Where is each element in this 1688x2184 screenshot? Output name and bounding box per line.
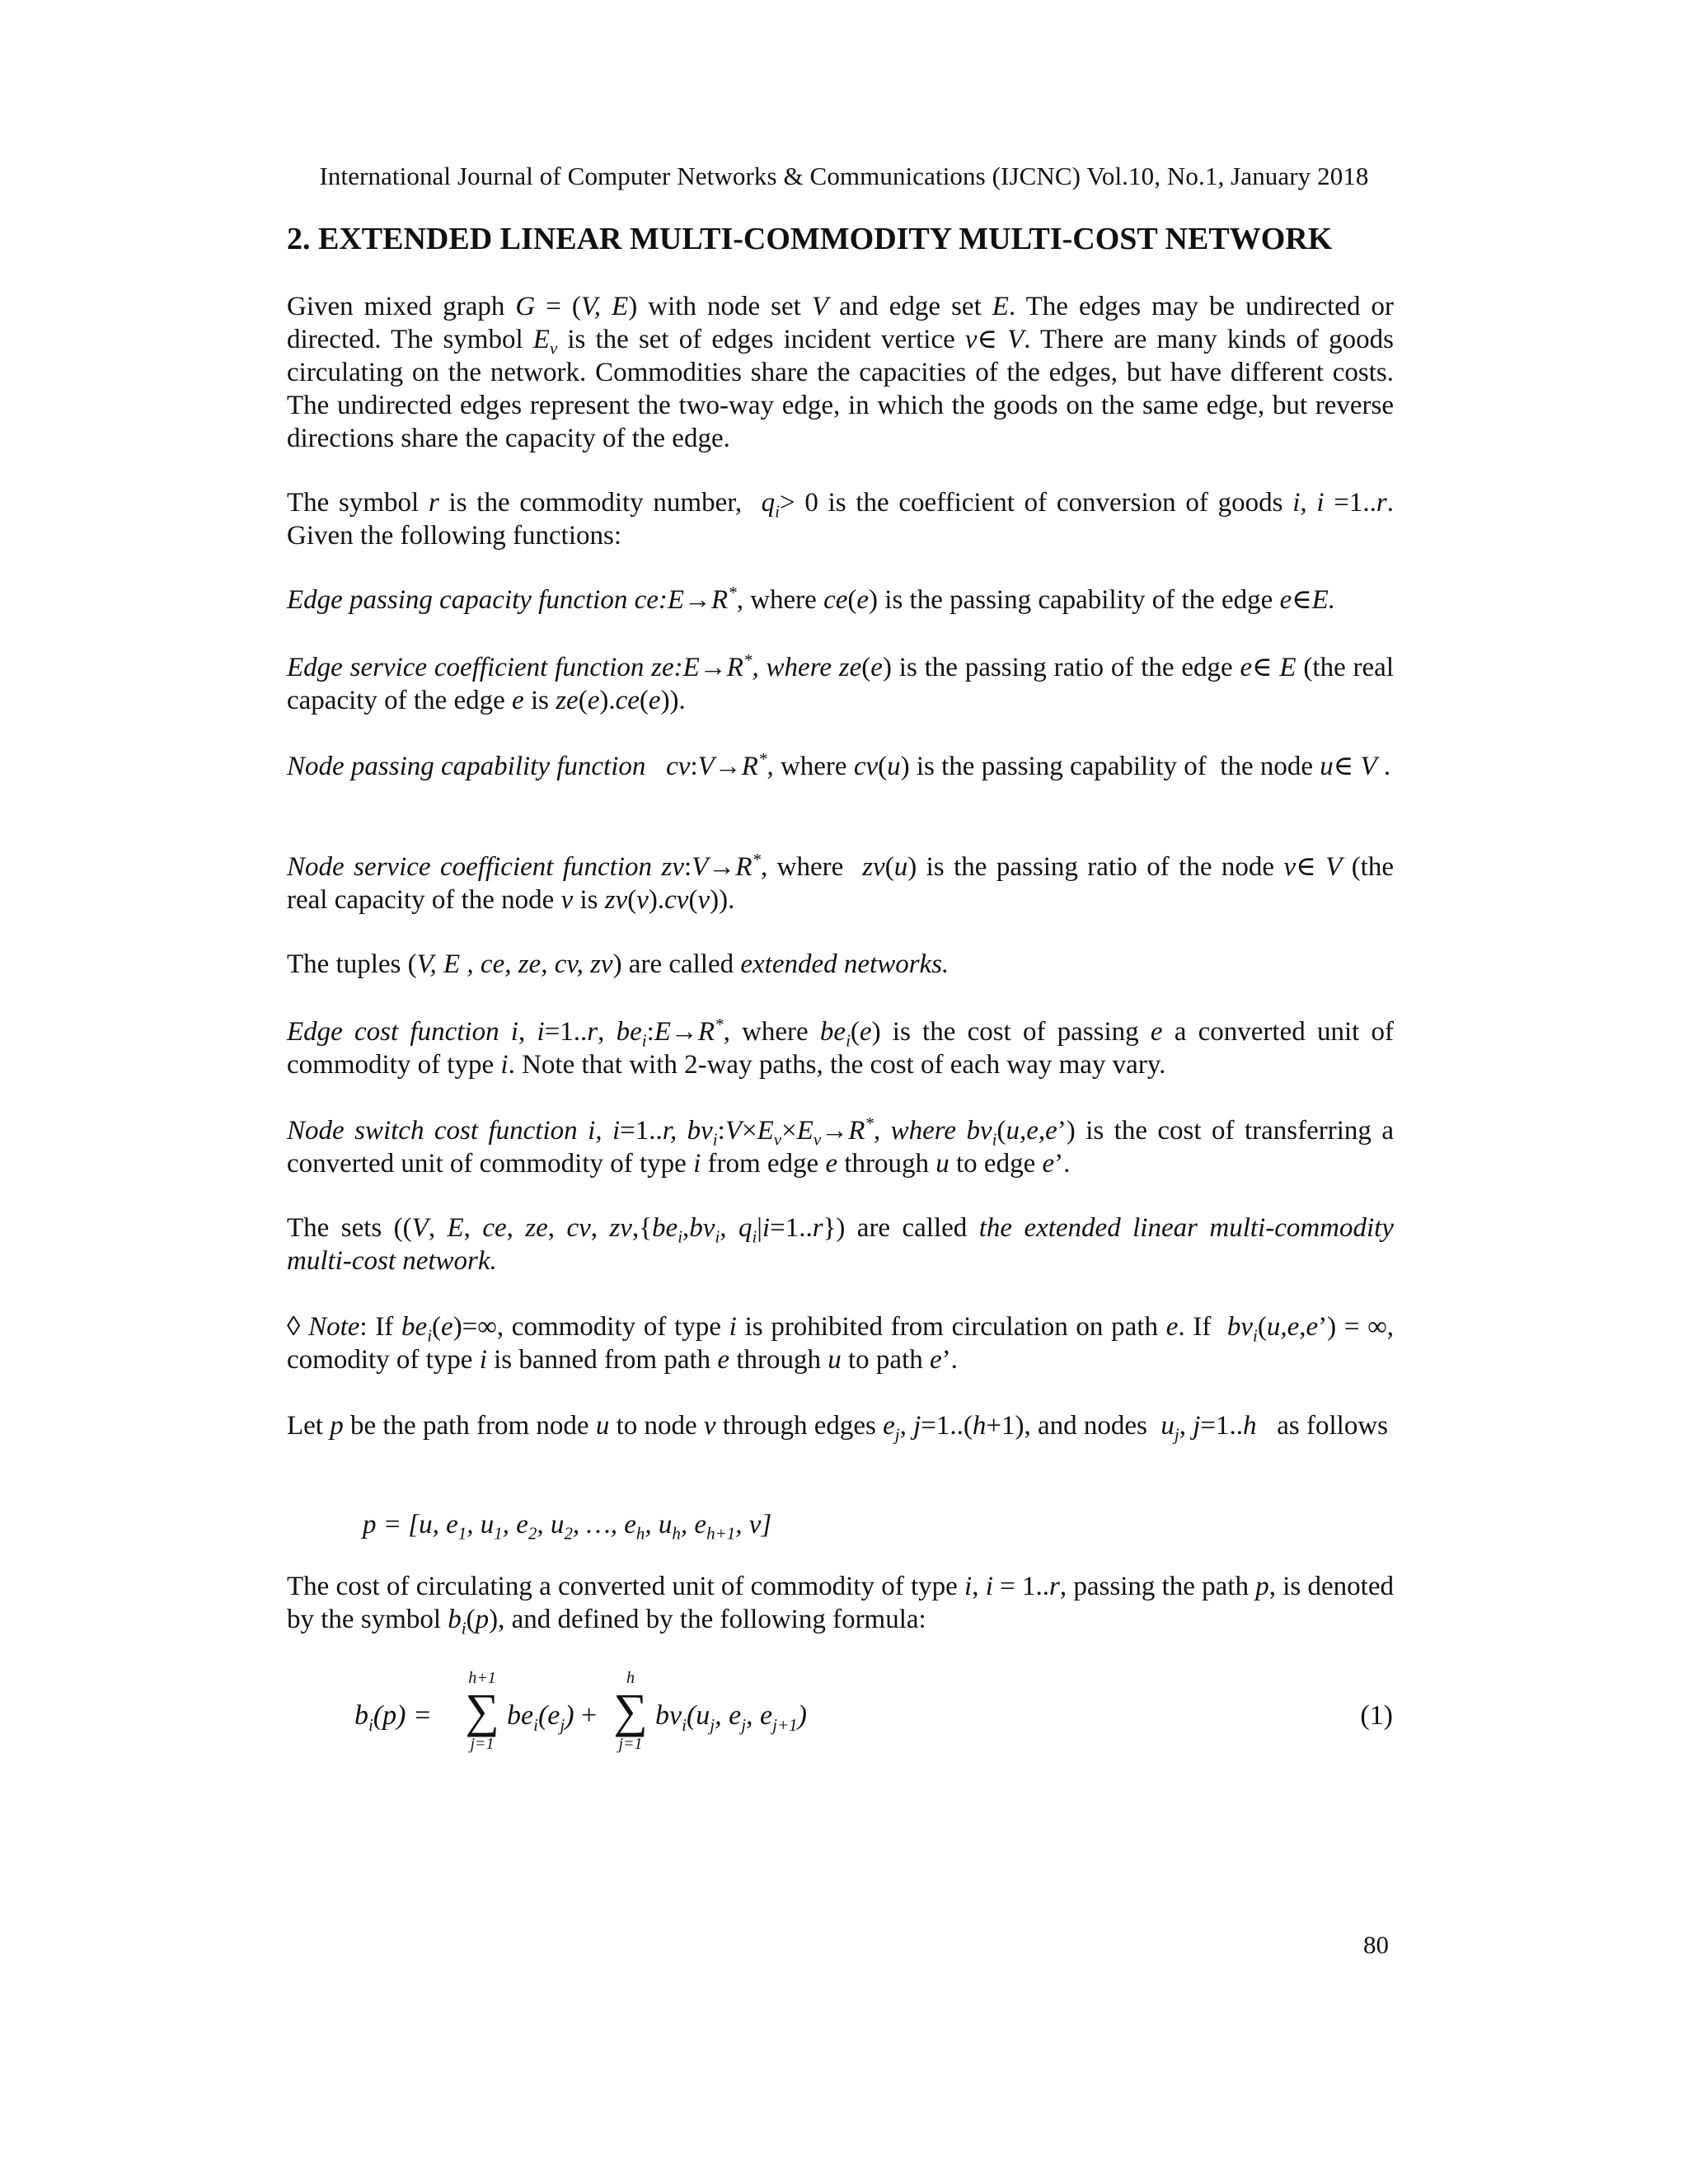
sigma-symbol: ∑ [465, 1684, 499, 1737]
paragraph: ◊ Note: If $be_i(e)=\infty$, commodity of type i is prohibited from circulation on path e. If $bv_i(u,e,e’)$ = ∞, comodity of type i is banned from path e through u to path e’. [287, 1312, 1394, 1375]
paragraph: Edge service coefficient function ze:E→R*, where ze(e) is the passing ratio of the edge e∈ E (the real capacity of the edge e is ze(e).ce(e)). [287, 650, 1394, 715]
paragraph: Edge cost function i, i=1..r, $be_i:E\to R^*$, where $be_i(e)$ is the cost of passing e a converted unit of commodity of type i. Note that with 2-way paths, the cost of each way may vary. [287, 1015, 1395, 1080]
paragraph: The cost of circulating a converted unit of commodity of type i, i = 1..r, passing the path p, is denoted by the symbol $b_i(p)$, and defined by the following formula: [287, 1572, 1394, 1638]
sigma-symbol: ∑ [613, 1684, 648, 1737]
paragraph: The symbol r is the commodity number, $q_i> 0$ is the coefficient of conversion of goods i, i =1..r. Given the following functions: [287, 488, 1395, 551]
paragraph: Given mixed graph G = (V, E) with node set V and edge set E. The edges may be undirected or directed. The symbol $E_v$ is the set of edges incident vertice v∈ V. There are many kinds of goods circulating on the network. Commodities share the capacities of the edges, but have different costs. The undirected edges represent the two-way edge, in which the goods on the same edge, but reverse directions share the capacity of the edge. [287, 292, 1394, 453]
section-heading [287, 221, 1332, 257]
sum1-upper: h+1 [468, 1669, 496, 1687]
section-number: 2. [287, 222, 311, 256]
sum2-upper: h [626, 1669, 635, 1687]
path-equation: p = [u, $e_1$, $u_1$, $e_2$, $u_2$, …, $e_h$, $u_h$, $e_{h+1}$, v] [363, 1510, 772, 1544]
summation-1 [462, 1669, 503, 1753]
equation-number: (1) [1360, 1700, 1393, 1731]
formula-term-1: $be_i(e_j)$ + [507, 1700, 598, 1735]
paragraph: Node switch cost function i, i=1..r, $bv_i:V\times E_v\times E_v\to R^*$, where $bv_i(u,e,e’)$ is the cost of transferring a converted unit of commodity of type i from edge e through u to edge e’. [287, 1113, 1394, 1179]
section-title-text: EXTENDED LINEAR MULTI-COMMODITY MULTI-COST NETWORK [318, 222, 1333, 256]
paragraph: Node service coefficient function zv:V→R*, where zv(u) is the passing ratio of the node v∈ V (the real capacity of the node v is zv(v).cv(v)). [287, 850, 1395, 915]
formula-lhs: $b_i(p)$ = [354, 1700, 432, 1735]
sum2-lower: j=1 [618, 1735, 643, 1753]
paragraph: Let p be the path from node u to node v through edges $e_j$, j=1..(h+1), and nodes $u_j$, j=1..h as follows [287, 1411, 1389, 1445]
sum1-lower: j=1 [470, 1735, 495, 1753]
summation-2 [610, 1669, 651, 1753]
running-header: International Journal of Computer Networks & Communications (IJCNC) Vol.10, No.1, January 2018 [319, 162, 1369, 190]
paragraph: Edge passing capacity function ce:E→R*, where ce(e) is the passing capability of the edge e∈E. [287, 583, 1336, 615]
paragraph: The tuples (V, E , ce, ze, cv, zv) are called extended networks. [287, 949, 950, 979]
cost-formula [354, 1669, 1393, 1768]
paragraph: Node passing capability function cv:V→R*, where cv(u) is the passing capability of the node u∈ V . [287, 749, 1391, 781]
page-number: 80 [1363, 1930, 1389, 1959]
formula-term-2: $bv_i(u_j$, $e_j$, $e_{j+1}$) [655, 1700, 807, 1735]
paragraph: The sets ((V, E, ce, ze, cv, $zv,\{be_i,bv_i$, $q_i|i=1..r$}) are called the extended linear multi-commodity multi-cost network. [287, 1213, 1394, 1276]
